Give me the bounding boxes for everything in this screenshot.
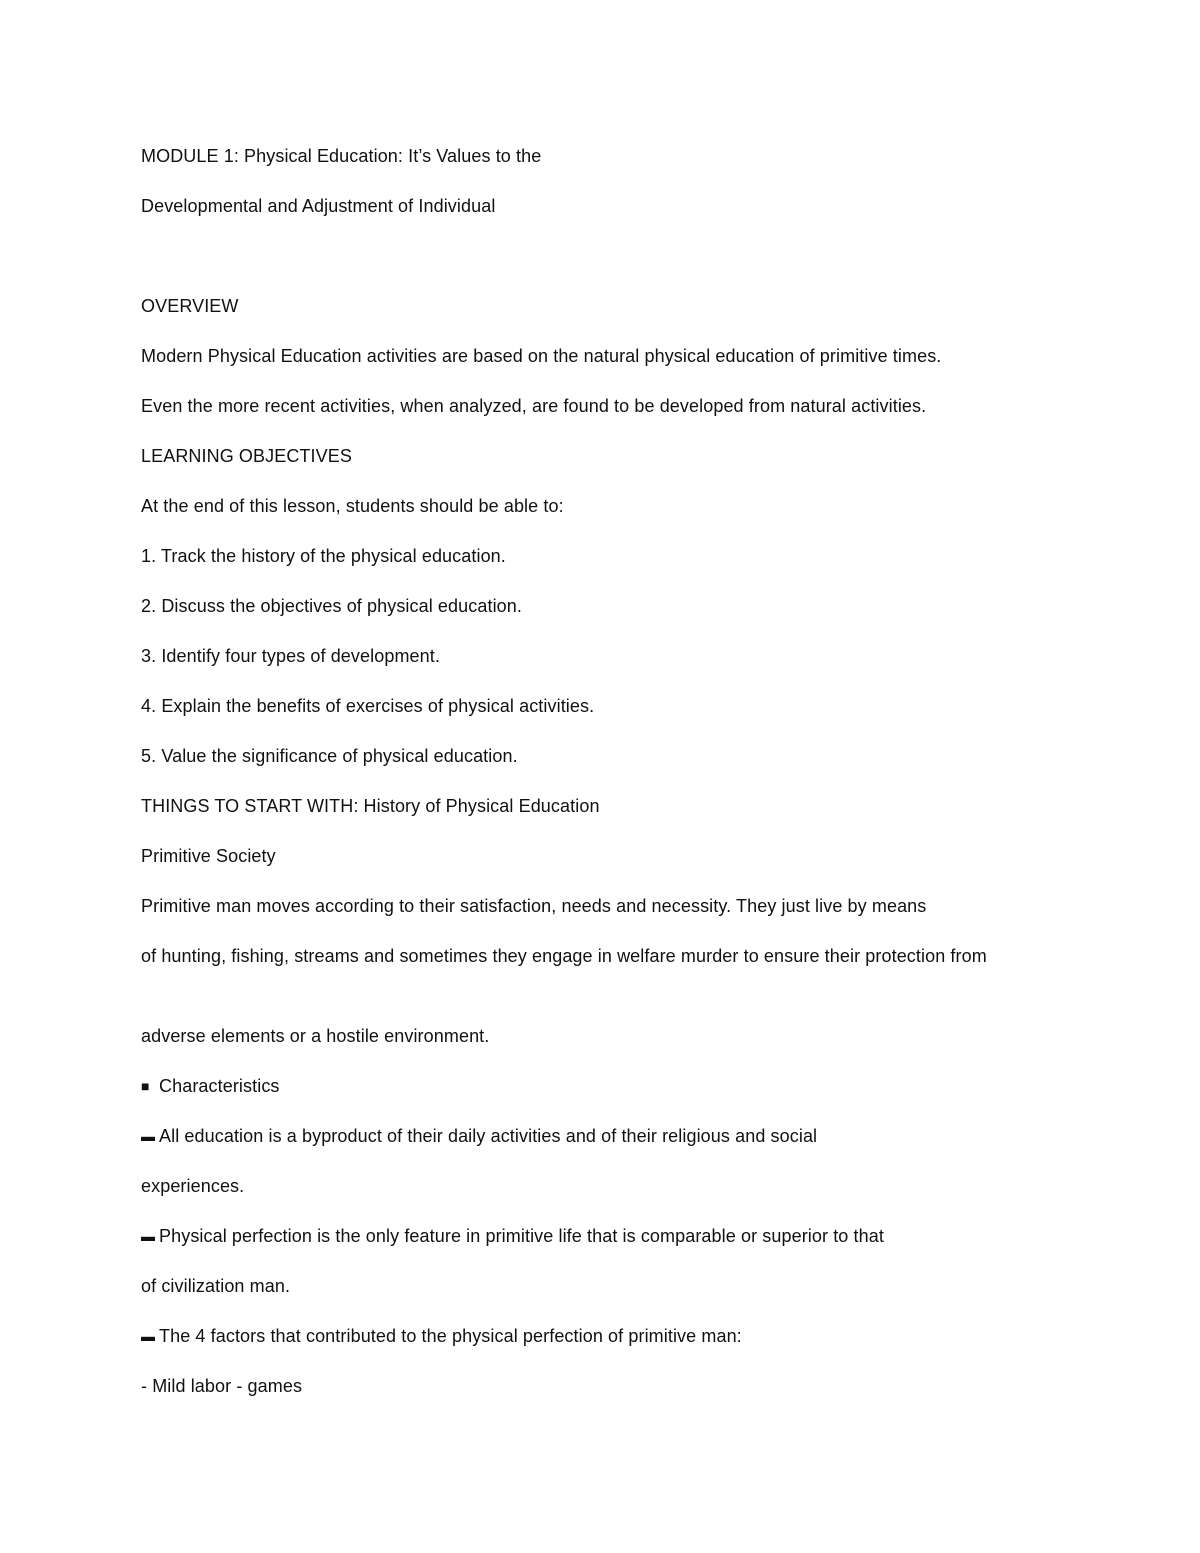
objectives-intro: At the end of this lesson, students should be able to:: [141, 496, 564, 516]
characteristic-bullet-2: [141, 1221, 1041, 1251]
objectives-heading: LEARNING OBJECTIVES: [141, 446, 352, 466]
objective-item-1: 1. Track the history of the physical education.: [141, 546, 506, 566]
dash-bullet-icon: ▬: [141, 1328, 156, 1344]
module-title-line-1: MODULE 1: Physical Education: It’s Values to the: [141, 146, 542, 166]
characteristic-bullet-3: [141, 1321, 1041, 1351]
overview-text-line-1: Modern Physical Education activities are based on the natural physical education of primitive times.: [141, 346, 942, 366]
square-bullet-icon: ■: [141, 1078, 150, 1094]
characteristic-2-text: Physical perfection is the only feature in primitive life that is comparable or superior to that: [159, 1226, 884, 1246]
characteristic-bullet-1: [141, 1121, 1041, 1151]
characteristic-3-text: The 4 factors that contributed to the physical perfection of primitive man:: [159, 1326, 742, 1346]
characteristic-1-continuation: experiences.: [141, 1176, 245, 1196]
characteristic-2-continuation: of civilization man.: [141, 1276, 291, 1296]
history-paragraph-line-1: Primitive man moves according to their satisfaction, needs and necessity. They just live by means: [141, 896, 927, 916]
primitive-society-subheading: Primitive Society: [141, 846, 276, 866]
dash-bullet-icon: ▬: [141, 1228, 156, 1244]
overview-text-line-2: Even the more recent activities, when analyzed, are found to be developed from natural activities.: [141, 396, 927, 416]
objective-item-5: 5. Value the significance of physical education.: [141, 746, 518, 766]
characteristics-heading-row: [141, 1071, 1041, 1101]
objective-item-3: 3. Identify four types of development.: [141, 646, 440, 666]
characteristic-1-text: All education is a byproduct of their daily activities and of their religious and social: [159, 1126, 818, 1146]
history-paragraph-line-3: adverse elements or a hostile environment.: [141, 1026, 490, 1046]
history-paragraph-line-2: of hunting, fishing, streams and sometimes they engage in welfare murder to ensure their protection from: [141, 946, 987, 966]
factors-list-line: - Mild labor - games: [141, 1376, 303, 1396]
characteristics-heading: Characteristics: [159, 1076, 280, 1096]
overview-heading: OVERVIEW: [141, 296, 239, 316]
dash-bullet-icon: ▬: [141, 1128, 156, 1144]
objective-item-4: 4. Explain the benefits of exercises of physical activities.: [141, 696, 595, 716]
history-heading: THINGS TO START WITH: History of Physical Education: [141, 796, 600, 816]
objective-item-2: 2. Discuss the objectives of physical education.: [141, 596, 522, 616]
module-title-line-2: Developmental and Adjustment of Individual: [141, 196, 496, 216]
